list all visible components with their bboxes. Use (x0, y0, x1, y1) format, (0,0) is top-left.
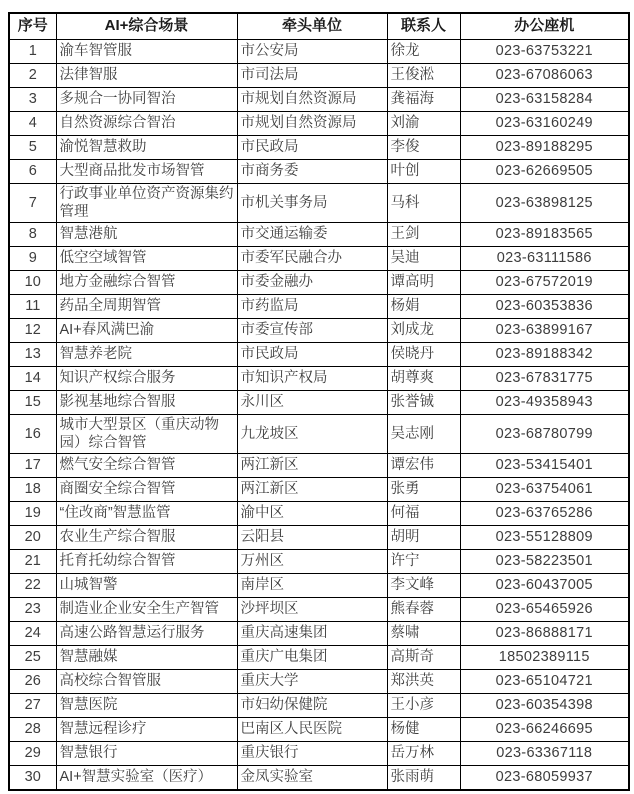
table-row (9, 183, 629, 222)
cell-contact: 刘渝 (387, 111, 460, 135)
table-row (9, 135, 629, 159)
cell-contact: 胡明 (387, 526, 460, 550)
cell-phone: 023-89188295 (460, 135, 629, 159)
cell-phone: 023-65465926 (460, 598, 629, 622)
cell-index: 26 (9, 670, 56, 694)
cell-scenario: 高校综合智管服 (56, 670, 237, 694)
table-header-row (9, 13, 629, 39)
cell-unit: 渝中区 (237, 502, 387, 526)
table-row (9, 622, 629, 646)
table-row (9, 87, 629, 111)
table-row (9, 766, 629, 790)
cell-phone: 023-66246695 (460, 718, 629, 742)
cell-scenario: 大型商品批发市场智管 (56, 159, 237, 183)
cell-scenario: AI+春风满巴渝 (56, 318, 237, 342)
cell-phone: 023-58223501 (460, 550, 629, 574)
cell-phone: 023-63899167 (460, 318, 629, 342)
cell-contact: 张誉铖 (387, 390, 460, 414)
table-row (9, 502, 629, 526)
cell-phone: 023-65104721 (460, 670, 629, 694)
cell-scenario: 智慧融媒 (56, 646, 237, 670)
cell-index: 17 (9, 454, 56, 478)
table-row (9, 670, 629, 694)
cell-index: 20 (9, 526, 56, 550)
cell-contact: 岳万林 (387, 742, 460, 766)
cell-unit: 金凤实验室 (237, 766, 387, 790)
cell-index: 25 (9, 646, 56, 670)
table-row (9, 646, 629, 670)
cell-contact: 郑洪英 (387, 670, 460, 694)
cell-unit: 重庆高速集团 (237, 622, 387, 646)
cell-unit: 九龙坡区 (237, 414, 387, 453)
cell-unit: 市药监局 (237, 294, 387, 318)
cell-phone: 023-53415401 (460, 454, 629, 478)
cell-index: 16 (9, 414, 56, 453)
cell-contact: 胡尊爽 (387, 366, 460, 390)
cell-phone: 023-63754061 (460, 478, 629, 502)
cell-scenario: 燃气安全综合智管 (56, 454, 237, 478)
cell-phone: 023-67831775 (460, 366, 629, 390)
table-row (9, 294, 629, 318)
table-row (9, 39, 629, 63)
cell-phone: 023-63111586 (460, 246, 629, 270)
cell-contact: 何福 (387, 502, 460, 526)
table-row (9, 718, 629, 742)
cell-contact: 蔡啸 (387, 622, 460, 646)
cell-phone: 023-86888171 (460, 622, 629, 646)
cell-scenario: 商圈安全综合智管 (56, 478, 237, 502)
cell-index: 9 (9, 246, 56, 270)
cell-contact: 马科 (387, 183, 460, 222)
col-header-scenario: AI+综合场景 (56, 13, 237, 39)
cell-unit: 万州区 (237, 550, 387, 574)
table-row (9, 246, 629, 270)
cell-scenario: 低空空域智管 (56, 246, 237, 270)
cell-phone: 023-63765286 (460, 502, 629, 526)
cell-unit: 两江新区 (237, 478, 387, 502)
table-row (9, 526, 629, 550)
table-row (9, 318, 629, 342)
cell-scenario: 托育托幼综合智管 (56, 550, 237, 574)
cell-phone: 023-67572019 (460, 270, 629, 294)
cell-index: 1 (9, 39, 56, 63)
table-row (9, 111, 629, 135)
cell-scenario: AI+智慧实验室（医疗） (56, 766, 237, 790)
cell-unit: 市委金融办 (237, 270, 387, 294)
cell-index: 24 (9, 622, 56, 646)
cell-index: 28 (9, 718, 56, 742)
cell-index: 23 (9, 598, 56, 622)
cell-scenario: 行政事业单位资产资源集约管理 (56, 183, 237, 222)
cell-unit: 市委军民融合办 (237, 246, 387, 270)
cell-contact: 王小彦 (387, 694, 460, 718)
cell-phone: 023-68780799 (460, 414, 629, 453)
cell-scenario: 地方金融综合智管 (56, 270, 237, 294)
cell-index: 21 (9, 550, 56, 574)
cell-index: 18 (9, 478, 56, 502)
cell-scenario: 智慧银行 (56, 742, 237, 766)
cell-contact: 李文峰 (387, 574, 460, 598)
table-row (9, 390, 629, 414)
cell-unit: 市规划自然资源局 (237, 87, 387, 111)
cell-index: 10 (9, 270, 56, 294)
cell-index: 15 (9, 390, 56, 414)
cell-unit: 重庆广电集团 (237, 646, 387, 670)
cell-scenario: 药品全周期智管 (56, 294, 237, 318)
cell-index: 2 (9, 63, 56, 87)
cell-scenario: 渝悦智慧救助 (56, 135, 237, 159)
table-row (9, 342, 629, 366)
table-row (9, 270, 629, 294)
table-row (9, 222, 629, 246)
cell-unit: 市委宣传部 (237, 318, 387, 342)
cell-contact: 张雨萌 (387, 766, 460, 790)
cell-unit: 市公安局 (237, 39, 387, 63)
cell-phone: 023-63160249 (460, 111, 629, 135)
cell-phone: 023-55128809 (460, 526, 629, 550)
cell-unit: 永川区 (237, 390, 387, 414)
cell-unit: 市交通运输委 (237, 222, 387, 246)
col-header-index: 序号 (9, 13, 56, 39)
cell-unit: 沙坪坝区 (237, 598, 387, 622)
cell-index: 11 (9, 294, 56, 318)
cell-contact: 许宁 (387, 550, 460, 574)
cell-index: 12 (9, 318, 56, 342)
cell-index: 5 (9, 135, 56, 159)
cell-scenario: 智慧养老院 (56, 342, 237, 366)
cell-unit: 市规划自然资源局 (237, 111, 387, 135)
cell-phone: 023-60437005 (460, 574, 629, 598)
cell-index: 29 (9, 742, 56, 766)
cell-contact: 杨娟 (387, 294, 460, 318)
cell-index: 30 (9, 766, 56, 790)
cell-phone: 023-62669505 (460, 159, 629, 183)
table-row (9, 598, 629, 622)
cell-index: 8 (9, 222, 56, 246)
cell-contact: 谭宏伟 (387, 454, 460, 478)
table-row (9, 454, 629, 478)
cell-scenario: 智慧医院 (56, 694, 237, 718)
cell-scenario: 法律智服 (56, 63, 237, 87)
table-row (9, 159, 629, 183)
cell-phone: 023-63753221 (460, 39, 629, 63)
cell-phone: 023-67086063 (460, 63, 629, 87)
cell-unit: 市司法局 (237, 63, 387, 87)
cell-unit: 市机关事务局 (237, 183, 387, 222)
cell-contact: 叶创 (387, 159, 460, 183)
cell-contact: 龚福海 (387, 87, 460, 111)
cell-scenario: 自然资源综合智治 (56, 111, 237, 135)
table-body (9, 39, 629, 790)
cell-phone: 023-89188342 (460, 342, 629, 366)
cell-index: 7 (9, 183, 56, 222)
cell-contact: 吴志刚 (387, 414, 460, 453)
cell-unit: 巴南区人民医院 (237, 718, 387, 742)
cell-phone: 023-89183565 (460, 222, 629, 246)
cell-scenario: “住改商”智慧监管 (56, 502, 237, 526)
cell-phone: 023-63158284 (460, 87, 629, 111)
cell-index: 6 (9, 159, 56, 183)
col-header-phone: 办公座机 (460, 13, 629, 39)
cell-unit: 重庆大学 (237, 670, 387, 694)
cell-index: 13 (9, 342, 56, 366)
cell-contact: 李俊 (387, 135, 460, 159)
cell-contact: 王剑 (387, 222, 460, 246)
cell-unit: 云阳县 (237, 526, 387, 550)
cell-unit: 市民政局 (237, 342, 387, 366)
cell-phone: 023-49358943 (460, 390, 629, 414)
cell-phone: 18502389115 (460, 646, 629, 670)
ai-scenario-contact-table (8, 12, 630, 791)
cell-contact: 侯晓丹 (387, 342, 460, 366)
table-row (9, 414, 629, 453)
cell-scenario: 制造业企业安全生产智管 (56, 598, 237, 622)
col-header-unit: 牵头单位 (237, 13, 387, 39)
cell-unit: 市知识产权局 (237, 366, 387, 390)
cell-scenario: 知识产权综合服务 (56, 366, 237, 390)
cell-unit: 两江新区 (237, 454, 387, 478)
cell-index: 27 (9, 694, 56, 718)
table-row (9, 694, 629, 718)
cell-unit: 市商务委 (237, 159, 387, 183)
cell-contact: 谭高明 (387, 270, 460, 294)
cell-unit: 重庆银行 (237, 742, 387, 766)
table-row (9, 63, 629, 87)
table-row (9, 574, 629, 598)
cell-index: 3 (9, 87, 56, 111)
cell-contact: 熊春蓉 (387, 598, 460, 622)
col-header-contact: 联系人 (387, 13, 460, 39)
cell-index: 22 (9, 574, 56, 598)
cell-phone: 023-60353836 (460, 294, 629, 318)
table-row (9, 742, 629, 766)
cell-contact: 高斯奇 (387, 646, 460, 670)
cell-phone: 023-60354398 (460, 694, 629, 718)
table-row (9, 366, 629, 390)
cell-unit: 市民政局 (237, 135, 387, 159)
cell-contact: 刘成龙 (387, 318, 460, 342)
cell-scenario: 城市大型景区（重庆动物园）综合智管 (56, 414, 237, 453)
cell-scenario: 农业生产综合智服 (56, 526, 237, 550)
table-row (9, 478, 629, 502)
cell-unit: 南岸区 (237, 574, 387, 598)
cell-contact: 吴迪 (387, 246, 460, 270)
cell-index: 4 (9, 111, 56, 135)
cell-unit: 市妇幼保健院 (237, 694, 387, 718)
cell-contact: 杨健 (387, 718, 460, 742)
cell-scenario: 智慧港航 (56, 222, 237, 246)
cell-index: 19 (9, 502, 56, 526)
cell-contact: 张勇 (387, 478, 460, 502)
cell-phone: 023-68059937 (460, 766, 629, 790)
cell-phone: 023-63367118 (460, 742, 629, 766)
cell-scenario: 智慧远程诊疗 (56, 718, 237, 742)
cell-scenario: 多规合一协同智治 (56, 87, 237, 111)
cell-scenario: 高速公路智慧运行服务 (56, 622, 237, 646)
cell-contact: 王俊淞 (387, 63, 460, 87)
cell-scenario: 渝车智管服 (56, 39, 237, 63)
cell-contact: 徐龙 (387, 39, 460, 63)
cell-scenario: 山城智警 (56, 574, 237, 598)
cell-index: 14 (9, 366, 56, 390)
cell-phone: 023-63898125 (460, 183, 629, 222)
table-row (9, 550, 629, 574)
cell-scenario: 影视基地综合智服 (56, 390, 237, 414)
